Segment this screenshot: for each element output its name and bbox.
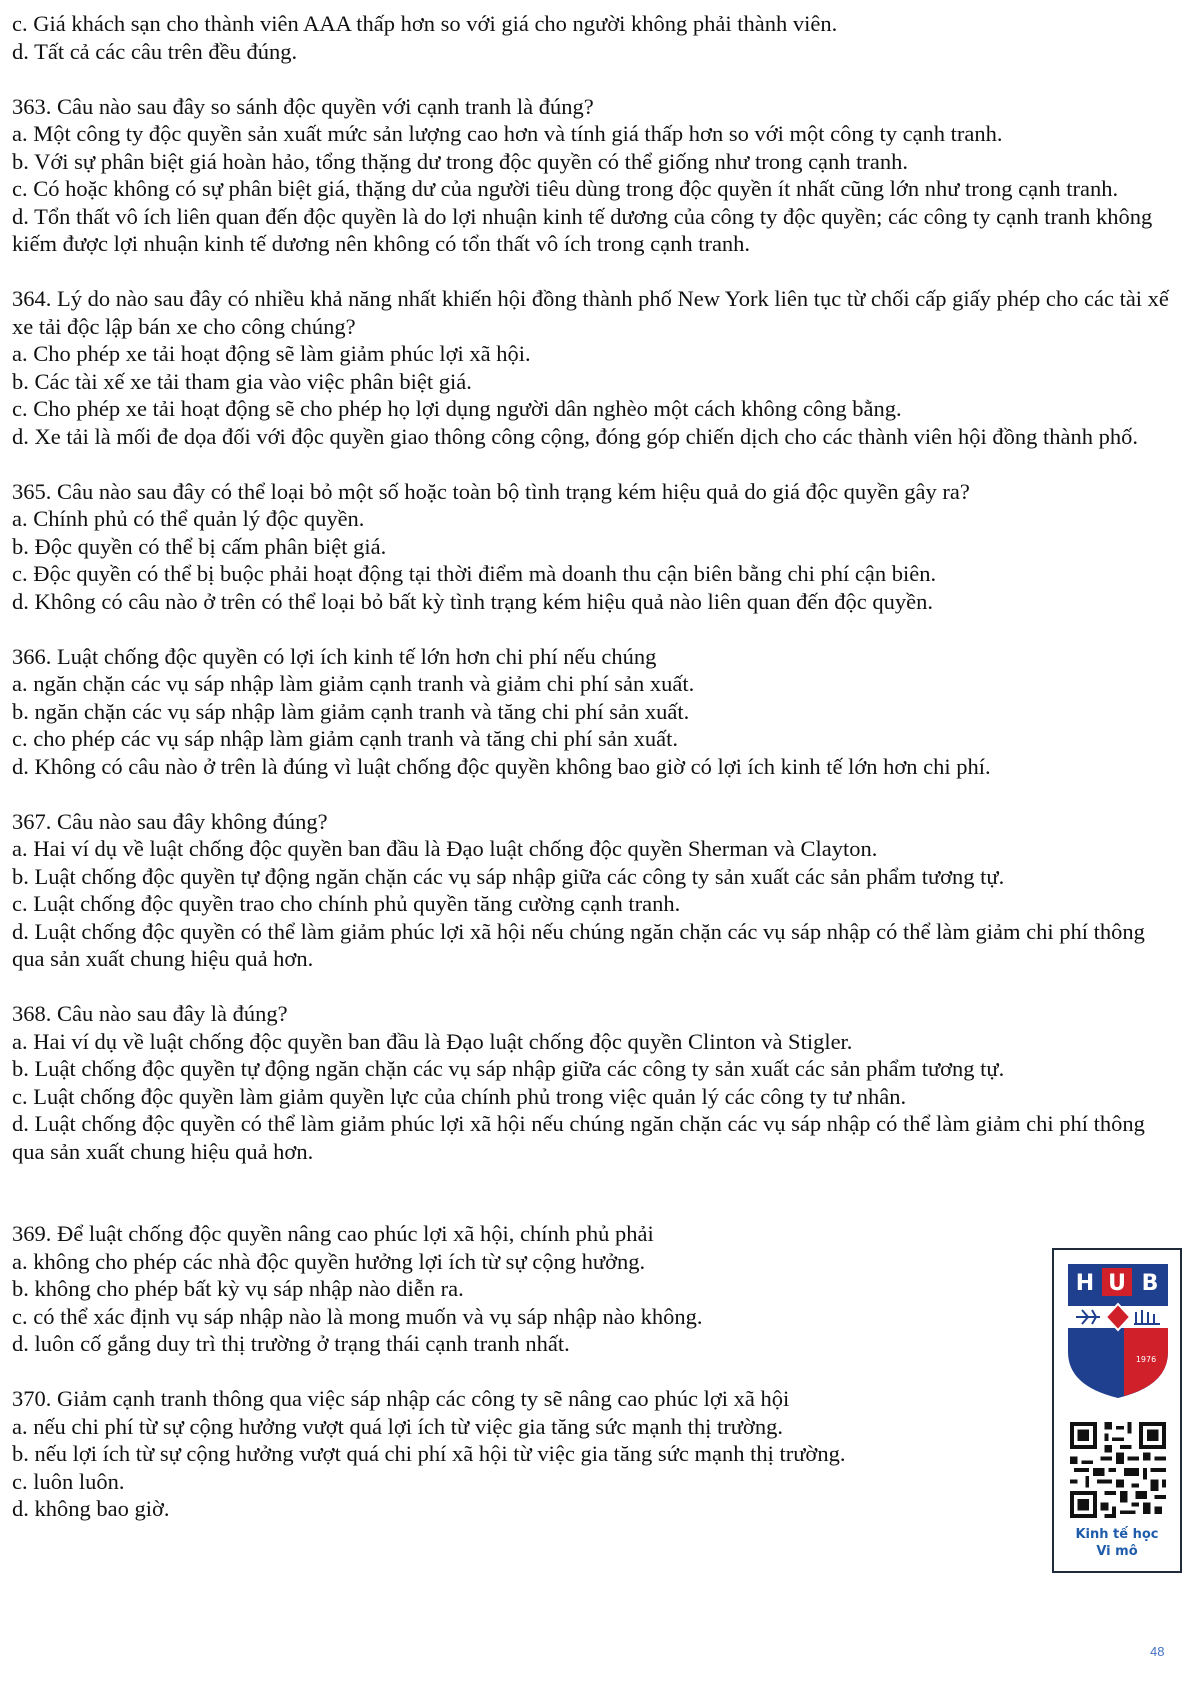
option-text: c. Độc quyền có thể bị buộc phải hoạt động tại thời điểm mà doanh thu cận biên bằng chi phí cận biên. bbox=[12, 561, 937, 586]
question-stem: 363. Câu nào sau đây so sánh độc quyền với cạnh tranh là đúng? bbox=[12, 93, 594, 119]
option-text: b. ngăn chặn các vụ sáp nhập làm giảm cạnh tranh và tăng chi phí sản xuất. bbox=[12, 698, 690, 724]
option-text: b. Luật chống độc quyền tự động ngăn chặn các vụ sáp nhập giữa các công ty sản xuất các sản phẩm tương tự. bbox=[12, 863, 1005, 889]
question-364 bbox=[12, 285, 1174, 450]
question-365 bbox=[12, 478, 1174, 616]
question-366 bbox=[12, 643, 1174, 781]
question-370 bbox=[12, 1385, 1174, 1523]
course-badge bbox=[1052, 1248, 1182, 1573]
option-text: d. Không có câu nào ở trên là đúng vì luật chống độc quyền không bao giờ có lợi ích kinh tế lớn hơn chi phí. bbox=[12, 753, 991, 779]
question-369 bbox=[12, 1220, 1174, 1358]
course-title bbox=[1054, 1526, 1180, 1560]
option-text: b. Với sự phân biệt giá hoàn hảo, tổng thặng dư trong độc quyền có thể giống như trong cạnh tranh. bbox=[12, 148, 909, 174]
option-text: a. Hai ví dụ về luật chống độc quyền ban đầu là Đạo luật chống độc quyền Sherman và Clayton. bbox=[12, 836, 878, 861]
hub-logo-shield-icon bbox=[1064, 1260, 1172, 1400]
question-stem: 370. Giảm cạnh tranh thông qua việc sáp nhập các công ty sẽ nâng cao phúc lợi xã hội bbox=[12, 1386, 790, 1411]
leading-options bbox=[12, 10, 1174, 65]
question-363 bbox=[12, 93, 1174, 258]
option-text: c. luôn luôn. bbox=[12, 1468, 125, 1494]
question-stem: 366. Luật chống độc quyền có lợi ích kinh tế lớn hơn chi phí nếu chúng bbox=[12, 643, 657, 669]
option-text: c. Luật chống độc quyền trao cho chính phủ quyền tăng cường cạnh tranh. bbox=[12, 891, 681, 916]
option-text: c. Có hoặc không có sự phân biệt giá, thặng dư của người tiêu dùng trong độc quyền ít nhất cũng lớn như trong cạnh tranh. bbox=[12, 176, 1119, 201]
document-body bbox=[12, 10, 1174, 1550]
option-text: b. nếu lợi ích từ sự cộng hưởng vượt quá chi phí xã hội từ việc gia tăng sức mạnh thị trường. bbox=[12, 1441, 846, 1466]
question-stem: 368. Câu nào sau đây là đúng? bbox=[12, 1001, 288, 1026]
question-stem: 367. Câu nào sau đây không đúng? bbox=[12, 808, 328, 834]
question-stem: 365. Câu nào sau đây có thể loại bỏ một số hoặc toàn bộ tình trạng kém hiệu quả do giá độc quyền gây ra? bbox=[12, 478, 970, 504]
logo-letter: U bbox=[1108, 1271, 1126, 1296]
option-text: c. Giá khách sạn cho thành viên AAA thấp hơn so với giá cho người không phải thành viên. bbox=[12, 11, 838, 36]
option-text: b. Độc quyền có thể bị cấm phân biệt giá. bbox=[12, 533, 387, 559]
option-text: a. Hai ví dụ về luật chống độc quyền ban đầu là Đạo luật chống độc quyền Clinton và Stigler. bbox=[12, 1028, 853, 1054]
option-text: c. cho phép các vụ sáp nhập làm giảm cạnh tranh và tăng chi phí sản xuất. bbox=[12, 726, 679, 751]
option-text: d. Tổn thất vô ích liên quan đến độc quyền là do lợi nhuận kinh tế dương của công ty độc quyền; các công ty cạnh tranh không kiếm được lợi nhuận kinh tế dương nên không có tổn thất vô ích trong cạnh tranh. bbox=[12, 203, 1153, 256]
qr-code-icon bbox=[1070, 1422, 1166, 1518]
logo-letter: H bbox=[1075, 1271, 1095, 1296]
option-text: a. Cho phép xe tải hoạt động sẽ làm giảm phúc lợi xã hội. bbox=[12, 341, 531, 366]
option-text: a. nếu chi phí từ sự cộng hưởng vượt quá lợi ích từ việc gia tăng sức mạnh thị trường. bbox=[12, 1413, 783, 1439]
option-text: b. Luật chống độc quyền tự động ngăn chặn các vụ sáp nhập giữa các công ty sản xuất các sản phẩm tương tự. bbox=[12, 1056, 1005, 1081]
option-text: b. không cho phép bất kỳ vụ sáp nhập nào diễn ra. bbox=[12, 1276, 464, 1301]
option-text: c. Cho phép xe tải hoạt động sẽ cho phép họ lợi dụng người dân nghèo một cách không công bằng. bbox=[12, 396, 902, 421]
logo-letter: B bbox=[1141, 1271, 1159, 1296]
option-text: d. luôn cố gắng duy trì thị trường ở trạng thái cạnh tranh nhất. bbox=[12, 1331, 570, 1356]
option-text: d. Xe tải là mối đe dọa đối với độc quyền giao thông công cộng, đóng góp chiến dịch cho các thành viên hội đồng thành phố. bbox=[12, 423, 1139, 449]
option-text: d. Luật chống độc quyền có thể làm giảm phúc lợi xã hội nếu chúng ngăn chặn các vụ sáp nhập có thể làm giảm chi phí thông qua sản xuất chung hiệu quả hơn. bbox=[12, 918, 1145, 971]
option-text: d. Tất cả các câu trên đều đúng. bbox=[12, 38, 298, 64]
logo-year: 1976 bbox=[1135, 1355, 1157, 1364]
course-title-line: Kinh tế học bbox=[1075, 1527, 1159, 1542]
option-text: c. Luật chống độc quyền làm giảm quyền lực của chính phủ trong việc quản lý các công ty tư nhân. bbox=[12, 1083, 907, 1109]
question-368 bbox=[12, 1000, 1174, 1165]
course-subtitle-line: Vi mô bbox=[1096, 1544, 1138, 1559]
option-text: d. không bao giờ. bbox=[12, 1496, 170, 1521]
question-367 bbox=[12, 808, 1174, 973]
option-text: d. Luật chống độc quyền có thể làm giảm phúc lợi xã hội nếu chúng ngăn chặn các vụ sáp nhập có thể làm giảm chi phí thông qua sản xuất chung hiệu quả hơn. bbox=[12, 1111, 1145, 1164]
question-stem: 369. Để luật chống độc quyền nâng cao phúc lợi xã hội, chính phủ phải bbox=[12, 1221, 654, 1246]
question-stem: 364. Lý do nào sau đây có nhiều khả năng nhất khiến hội đồng thành phố New York liên tục từ chối cấp giấy phép cho các tài xế xe tải độc lập bán xe cho công chúng? bbox=[12, 286, 1169, 339]
option-text: d. Không có câu nào ở trên có thể loại bỏ bất kỳ tình trạng kém hiệu quả nào liên quan đến độc quyền. bbox=[12, 588, 934, 614]
option-text: a. không cho phép các nhà độc quyền hưởng lợi ích từ sự cộng hưởng. bbox=[12, 1248, 646, 1274]
option-text: b. Các tài xế xe tải tham gia vào việc phân biệt giá. bbox=[12, 368, 472, 394]
page-number: 48 bbox=[1150, 1644, 1165, 1659]
option-text: a. Một công ty độc quyền sản xuất mức sản lượng cao hơn và tính giá thấp hơn so với một công ty cạnh tranh. bbox=[12, 121, 1003, 146]
option-text: a. ngăn chặn các vụ sáp nhập làm giảm cạnh tranh và giảm chi phí sản xuất. bbox=[12, 671, 695, 696]
option-text: c. có thể xác định vụ sáp nhập nào là mong muốn và vụ sáp nhập nào không. bbox=[12, 1303, 703, 1329]
option-text: a. Chính phủ có thể quản lý độc quyền. bbox=[12, 506, 365, 531]
